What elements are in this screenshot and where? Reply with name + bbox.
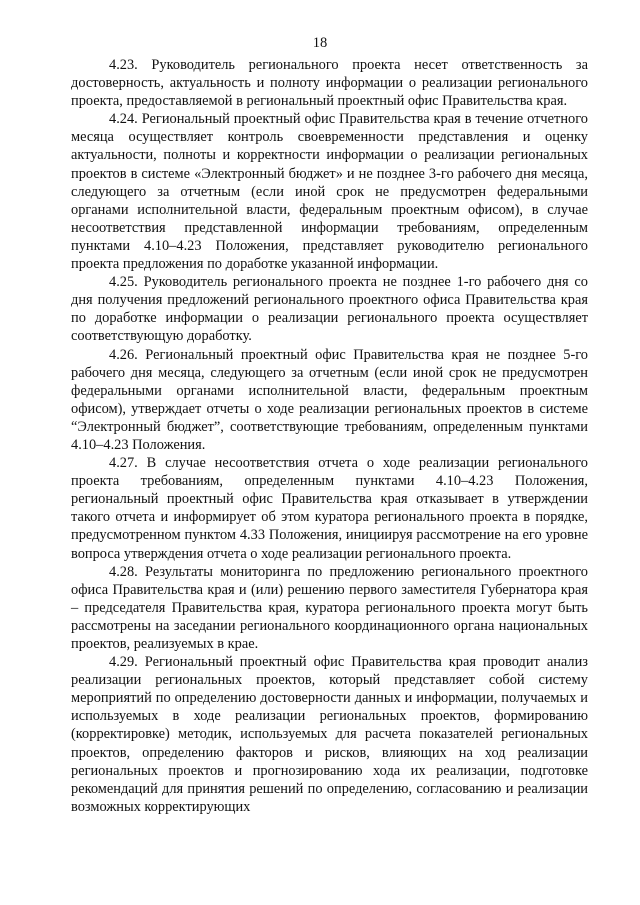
paragraph-4-27: 4.27. В случае несоответствия отчета о ходе реализации регионального проекта требованиям, определенным пунктами 4.10–4.23 Положения, региональный проектный офис Правительства края отказывает в утверждении такого отчета и информирует об этом куратора регионального проекта в порядке, предусмотренном пунктом 4.33 Положения, инициируя рассмотрение на его уровне вопроса утверждения отчета о ходе реализации регионального проекта.: [71, 455, 588, 562]
paragraph-4-25: 4.25. Руководитель регионального проекта не позднее 1-го рабочего дня со дня получения предложений регионального проектного офиса Правительства края по доработке информации о реализации регионального проекта осуществляет соответствующую доработку.: [71, 274, 588, 345]
page-number: 18: [312, 35, 328, 51]
paragraph-4-24: 4.24. Региональный проектный офис Правительства края в течение отчетного месяца осуществляет контроль своевременности представления и оценку актуальности, полноты и корректности информации о реализации региональных проектов в системе «Электронный бюджет» и не позднее 3-го рабочего дня месяца, следующего за отчетным (если иной срок не предусмотрен федеральными органами исполнительной власти, федеральным проектным офисом), в случае несоответствия представленной информации требованиям, определенным пунктами 4.10–4.23 Положения, представляет руководителю регионального проекта предложения по доработке указанной информации.: [71, 111, 588, 273]
paragraph-4-29: 4.29. Региональный проектный офис Правительства края проводит анализ реализации региональных проектов, который представляет собой систему мероприятий по определению достоверности данных и информации, получаемых и используемых в ходе реализации региональных проектов, формированию (корректировке) методик, используемых для расчета показателей региональных проектов, определению факторов и рисков, влияющих на ход реализации региональных проектов и прогнозированию хода их реализации, подготовке рекомендаций для принятия решений по определению, согласованию и реализации возможных корректирующих: [71, 654, 588, 815]
paragraph-4-26: 4.26. Региональный проектный офис Правительства края не позднее 5-го рабочего дня месяца, следующего за отчетным (если иной срок не предусмотрен федеральными органами исполнительной власти, федеральным проектным офисом), утверждает отчеты о ходе реализации региональных проектов в системе “Электронный бюджет”, соответствующие требованиям, определенным пунктами 4.10–4.23 Положения.: [71, 346, 588, 453]
paragraph-4-28: 4.28. Результаты мониторинга по предложению регионального проектного офиса Правительства края и (или) решению первого заместителя Губернатора края – председателя Правительства края, куратора регионального проекта могут быть рассмотрены на заседании регионального координационного органа национальных проектов, реализуемых в крае.: [71, 563, 588, 652]
paragraph-4-23: 4.23. Руководитель регионального проекта несет ответственность за достоверность, актуальность и полноту информации о реализации регионального проекта, предоставляемой в региональный проектный офис Правительства края.: [71, 57, 588, 110]
document-body: [71, 56, 588, 816]
